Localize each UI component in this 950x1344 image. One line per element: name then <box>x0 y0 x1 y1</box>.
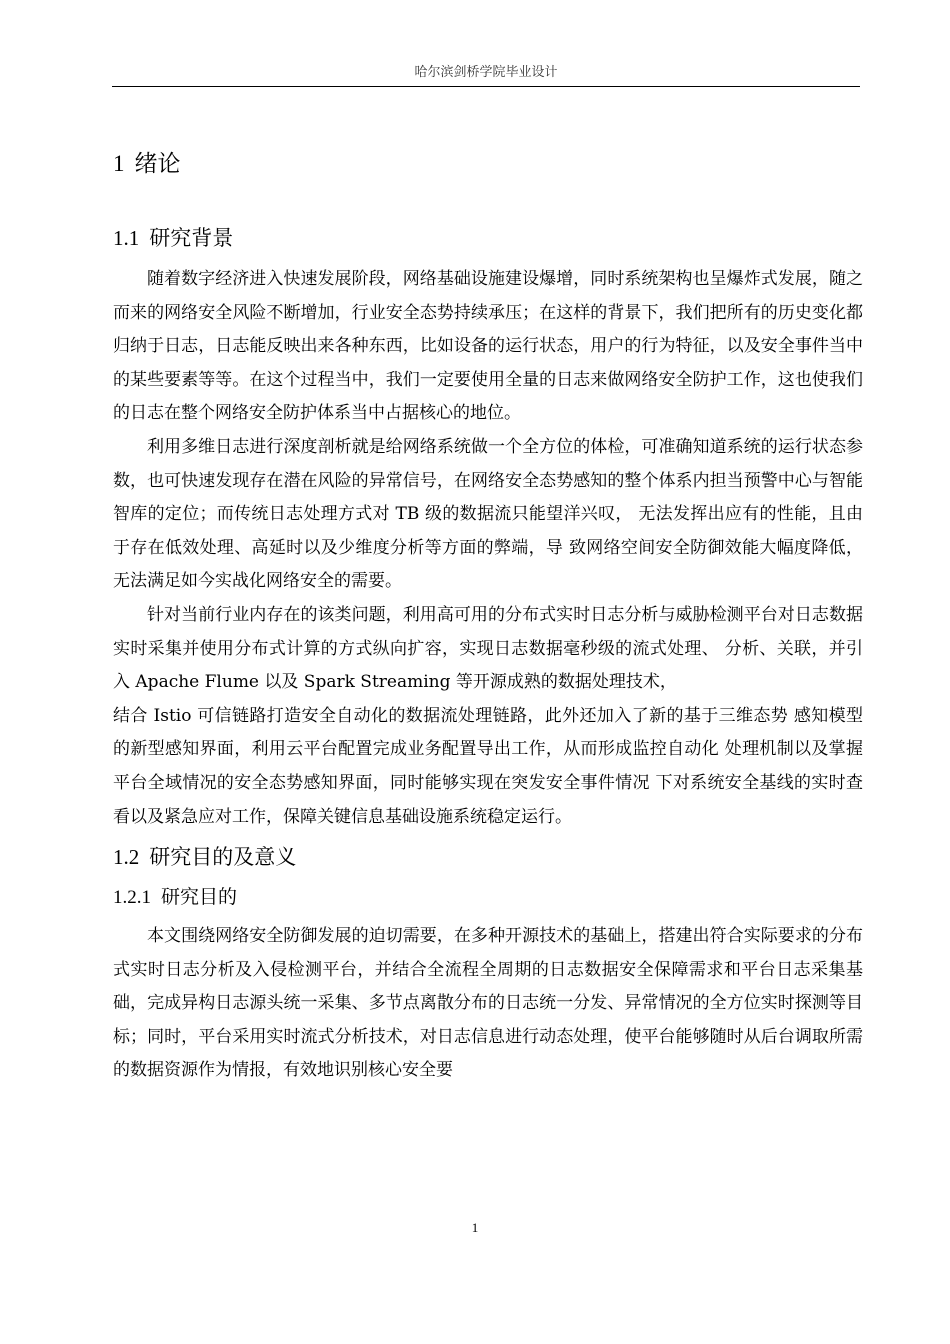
paragraph: 随着数字经济进入快速发展阶段，网络基础设施建设爆增，同时系统架构也呈爆炸式发展，随之而来的网络安全风险不断增加，行业安全态势持续承压；在这样的背景下，我们把所有的历史变化都归纳于日志，日志能反映出来各种东西，比如设备的运行状态，用户的行为特征，以及安全事件当中的某些要素等等。在这个过程当中，我们一定要使用全量的日志来做网络安全防护工作，这也使我们的日志在整个网络安全防护体系当中占据核心的地位。 <box>113 269 863 424</box>
paragraph: 本文围绕网络安全防御发展的迫切需要，在多种开源技术的基础上，搭建出符合实际要求的分布式实时日志分析及入侵检测平台，并结合全流程全周期的日志数据安全保障需求和平台日志采集基础，完成异构日志源头统一采集、多节点离散分布的日志统一分发、异常情况的全方位实时探测等目标；同时，平台采用实时流式分析技术，对日志信息进行动态处理，使平台能够随时从后台调取所需的数据资源作为情报，有效地识别核心安全要 <box>113 926 863 1081</box>
chapter-number: 1 <box>113 151 125 176</box>
section-number: 1.1 <box>113 226 140 250</box>
subsection-number: 1.2.1 <box>113 887 151 909</box>
subsection-title: 研究目的 <box>161 886 238 909</box>
running-header: 哈尔滨剑桥学院毕业设计 <box>414 65 558 80</box>
section-heading-1-1 <box>113 221 863 255</box>
section-number: 1.2 <box>113 845 140 870</box>
subsection-heading-1-2-1 <box>113 880 863 914</box>
section-title: 研究背景 <box>149 226 234 250</box>
section-heading-1-2 <box>113 840 863 874</box>
paragraph: 利用多维日志进行深度剖析就是给网络系统做一个全方位的体检，可准确知道系统的运行状态参数，也可快速发现存在潜在风险的异常信号，在网络安全态势感知的整个体系内担当预警中心与智能智库的定位；而传统日志处理方式对 TB 级的数据流只能望洋兴叹， 无法发挥出应有的性能，且由于存在低效处理、高延时以及少维度分析等方面的弊端，导 致网络空间安全防御效能大幅度降低，无法满足如今实战化网络安全的需要。 <box>113 436 863 592</box>
paragraph: 针对当前行业内存在的该类问题，利用高可用的分布式实时日志分析与威胁检测平台对日志数据实时采集并使用分布式计算的方式纵向扩容，实现日志数据毫秒级的流式处理、 分析、关联，并引入 Apache Flume 以及 Spark Streaming 等开源成熟的数据处理技术， <box>113 604 863 693</box>
chapter-title: 绪论 <box>134 151 181 177</box>
paragraph: 结合 Istio 可信链路打造安全自动化的数据流处理链路，此外还加入了新的基于三维态势 感知模型的新型感知界面，利用云平台配置完成业务配置导出工作，从而形成监控自动化 处理机制以及掌握平台全域情况的安全态势感知界面，同时能够实现在突发安全事件情况 下对系统安全基线的实时查看以及紧急应对工作，保障关键信息基础设施系统稳定运行。 <box>113 705 863 827</box>
header-divider <box>112 86 860 87</box>
page-body <box>113 146 863 1088</box>
chapter-heading <box>113 146 863 182</box>
section-title: 研究目的及意义 <box>149 845 297 870</box>
page-number: 1 <box>471 1220 479 1235</box>
